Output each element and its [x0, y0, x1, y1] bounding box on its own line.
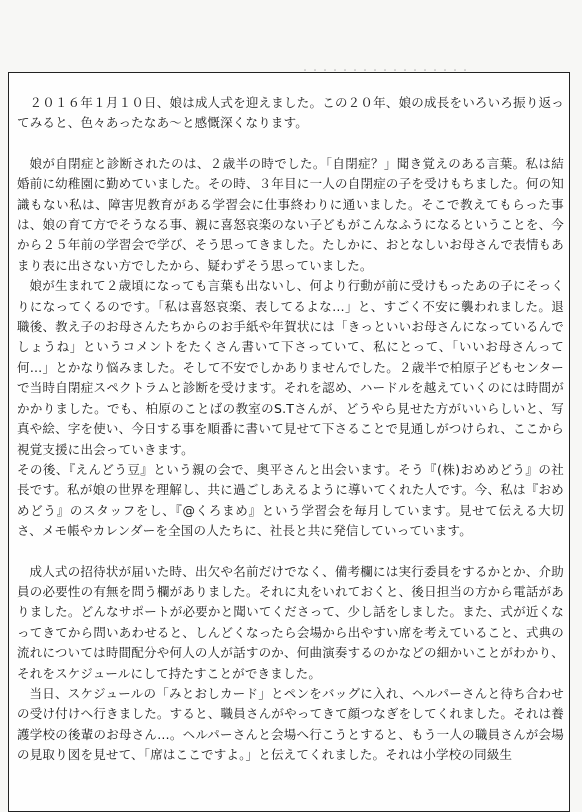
paragraph-invitation: 成人式の招待状が届いた時、出欠や名前だけでなく、備考欄には実行委員をするかとか、介助員の必要性の有無を問う欄がありました。それに丸をいれておくと、後日担当の方から電話がありました。どんなサポートが必要かと聞いてくださって、少し話をしました。また、式が近くなってきてから問いあわせると、しんどくなったら会場から出やすい席を考えていること、式典の流れについては時間配分や何人の人が話すのか、何曲演奏するのかなどの細かいことがわかり、それをスケジュールにして持たすことができました。	[17, 563, 564, 681]
document-frame	[8, 72, 570, 812]
paragraph-intro: ２０１６年１月１０日、娘は成人式を迎えました。この２０年、娘の成長をいろいろ振り返ってみると、色々あったなあ～と感慨深くなります。	[17, 95, 564, 131]
paragraph-endomame: その後、『えんどう豆』という親の会で、奥平さんと出会います。そう『(株)おめめどう』の社長です。私が娘の世界を理解し、共に過ごしあえるように導いてくれた人です。今、私は『おめめどう』のスタッフをし、『@くろまめ』という学習会を毎月しています。見せて伝える大切さ、メモ帳やカレンダーを全国の人たちに、社長と共に発信していっています。	[17, 461, 564, 539]
blank-line	[17, 542, 564, 562]
blank-line	[17, 134, 564, 154]
paragraph-ceremony-day: 当日、スケジュールの「みとおしカード」とペンをバッグに入れ、ヘルパーさんと待ち合わせの受け付けへ行きました。すると、職員さんがやってきて顔つなぎをしてくれました。それは養護学校の後輩のお母さん…。ヘルパーさんと会場へ行こうとすると、もう一人の職員さんが会場の見取り図を見せて、「席はここですよ。」と伝えてくれました。それは小学校の同級生	[17, 685, 564, 763]
paragraph-growth: 娘が生まれて２歳頃になっても言葉も出ないし、何より行動が前に受けもったあの子にそっくりになってくるのです。「私は喜怒哀楽、表してるよな…」と、すごく不安に襲われました。退職後、教え子のお母さんたちからのお手紙や年賀状には「きっといいお母さんになっているんでしょうね」というコメントをたくさん書いて下さっていて、私にとって、「いいお母さんって何…」とかなり悩みました。そして不安でしかありませんでした。２歳半で柏原子どもセンターで当時自閉症スペクトラムと診断を受けます。それを認め、ハードルを越えていくのには時間がかかりました。でも、柏原のことばの教室のS.Tさんが、どうやら見せた方がいいらしいと、写真や絵、字を使い、今日する事を順番に書いて見せて下さることで見通しがつけられ、ここから視覚支援に出会っていきます。	[17, 278, 564, 457]
paragraph-diagnosis: 娘が自閉症と診断されたのは、２歳半の時でした。「自閉症？」聞き覚えのある言葉。私は結婚前に幼稚園に勤めていました。その時、３年目に一人の自閉症の子を受けもちました。何の知識もない私は、障害児教育がある学習会に仕事終わりに通いました。そこで教えてもらった事は、娘の育て方でそうなる事、親に喜怒哀楽のない子どもがこんなふうになるということを、今から２５年前の学習会で学び、そう思ってきました。たしかに、おとなしいお母さんで表情もあまり表に出さない方でしたから、疑わずそう思っていました。	[17, 155, 564, 273]
